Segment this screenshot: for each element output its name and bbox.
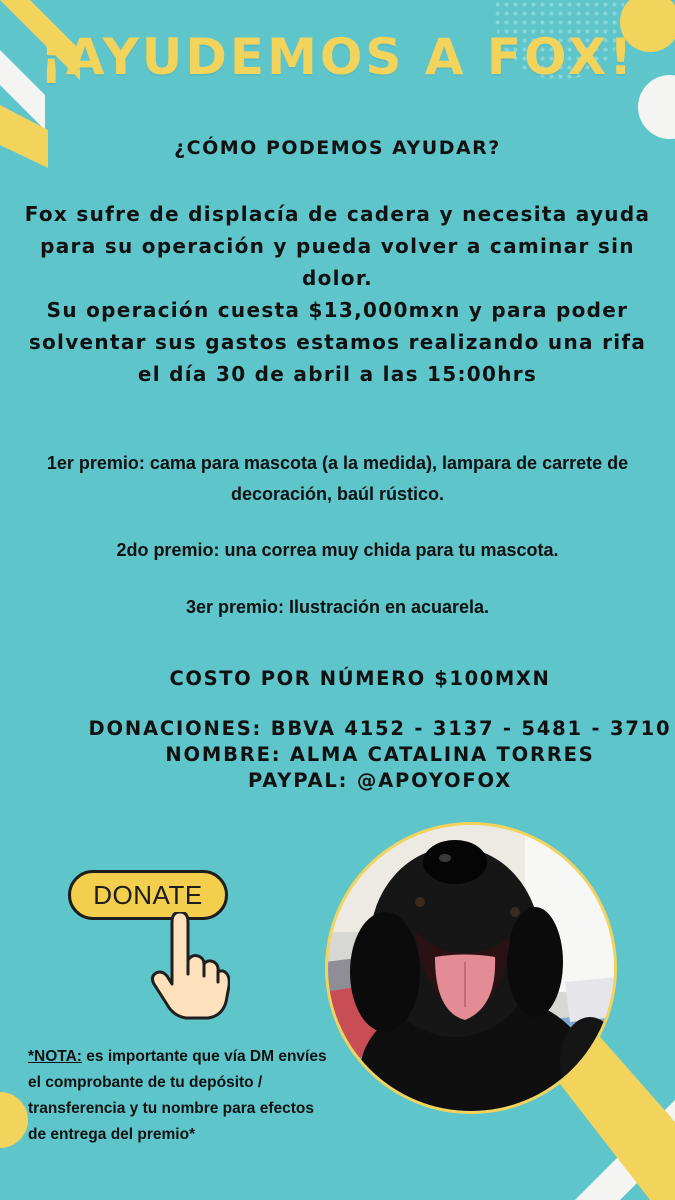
note-text [28,1044,328,1148]
paypal-text: PAYPAL: @APOYOFOX [247,769,513,792]
note-label: *NOTA: [28,1048,82,1065]
intro-raffle-text: Su operación cuesta $13,000mxn y para poder solventar sus gastos estamos realizando una rifa el día 30 de abril a las 15:00hrs [28,298,647,386]
donation-info [40,716,675,794]
pointing-hand-icon [150,912,230,1022]
note-body: es importante que vía DM envíes el comprobante de tu depósito / transferencia y tu nombre para efectos de entrega del premio* [28,1048,327,1143]
ticket-cost-text: COSTO POR NÚMERO $100MXN [169,667,551,690]
poster-title: ¡AYUDEMOS A FOX! [39,28,636,86]
second-prize-text: 2do premio: una correa muy chida para tu mascota. [116,540,559,560]
section-heading: ¿CÓMO PODEMOS AYUDAR? [174,137,501,159]
account-holder-text: NOMBRE: ALMA CATALINA TORRES [165,743,595,766]
third-prize-text: 3er premio: Ilustración en acuarela. [185,597,490,617]
bank-account-text: DONACIONES: BBVA 4152 - 3137 - 5481 - 3710 [88,717,672,740]
donate-button[interactable]: DONATE [68,870,228,920]
first-prize-text: 1er premio: cama para mascota (a la medida), lampara de carrete de decoración, baúl rústico. [46,453,629,504]
intro-text [20,198,655,390]
intro-condition-text: Fox sufre de displacía de cadera y necesita ayuda para su operación y pueda volver a caminar sin dolor. [24,202,651,290]
dog-photo [325,822,675,1200]
